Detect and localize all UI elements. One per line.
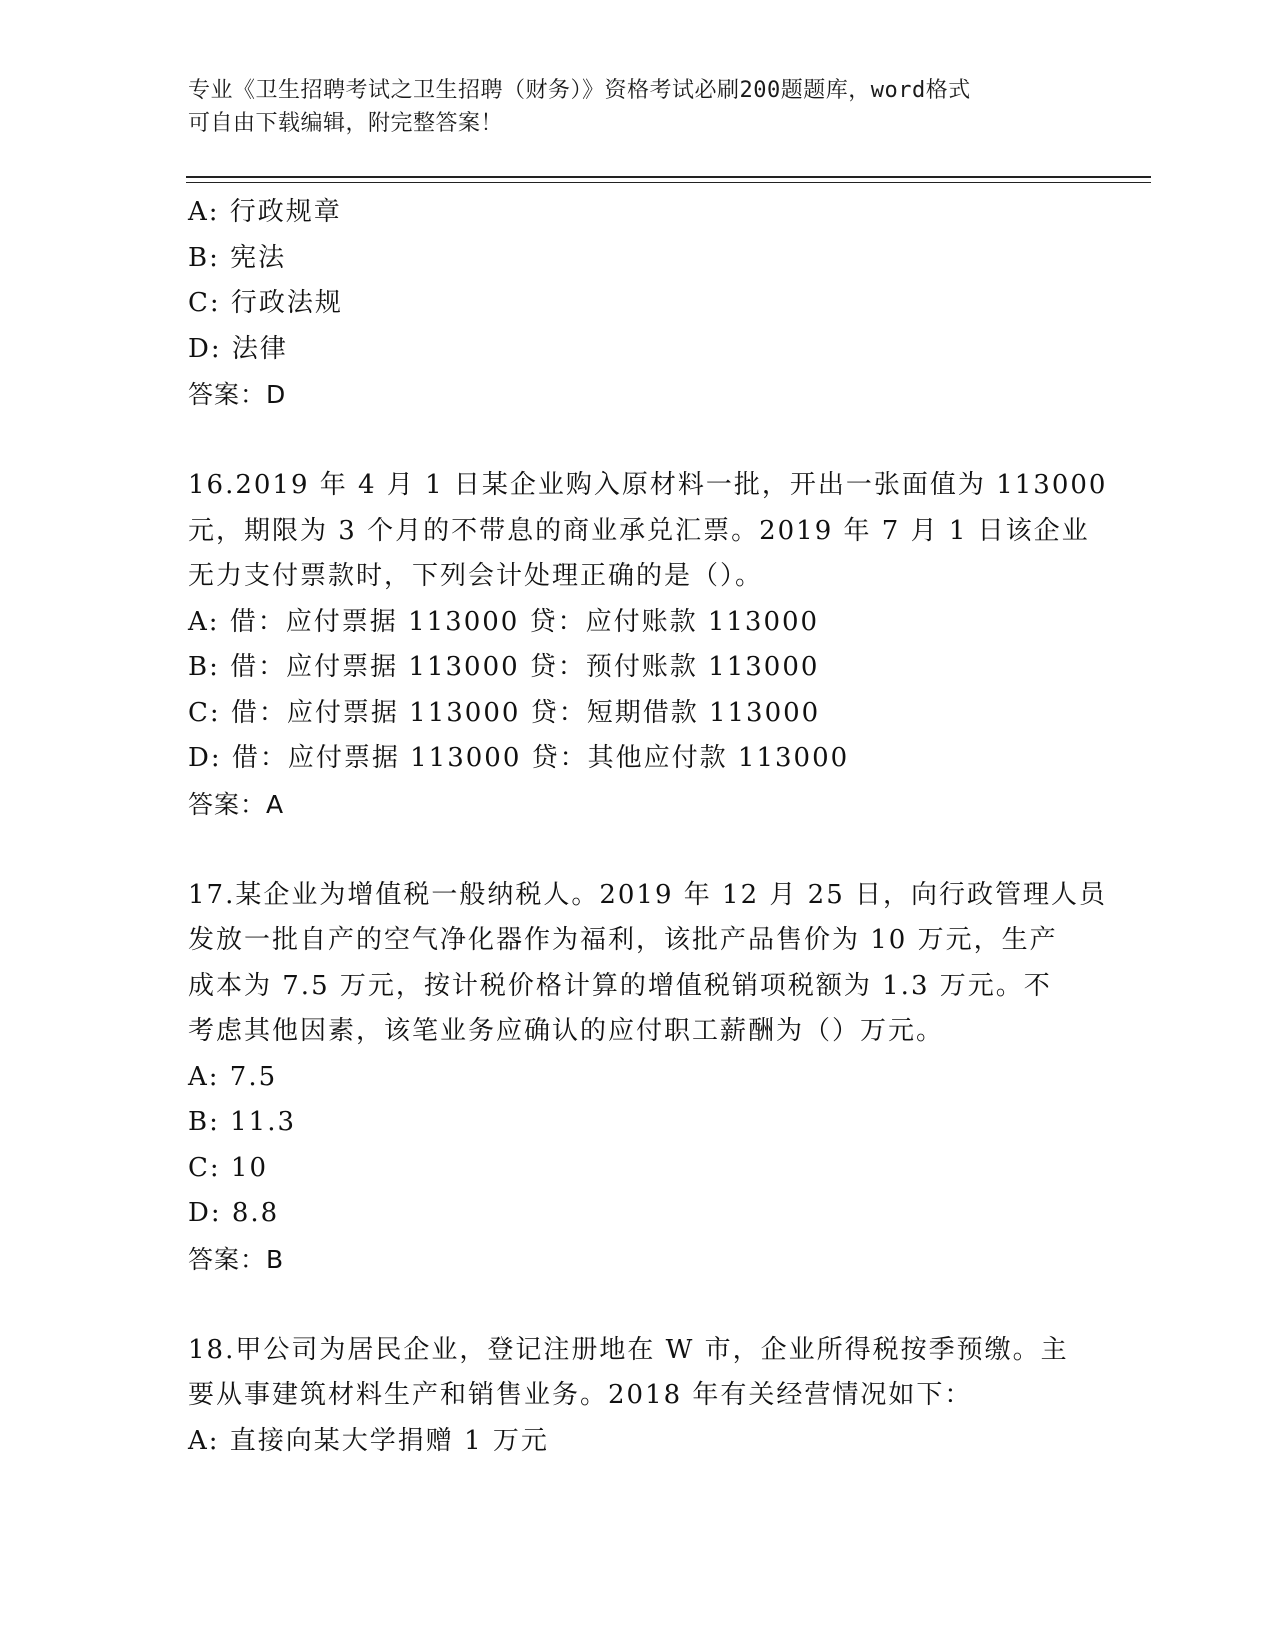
document-header <box>188 74 1088 140</box>
option-c: C: 借：应付票据 113000 贷：短期借款 113000 <box>188 697 821 728</box>
header-divider-thick <box>186 176 1151 178</box>
option-b: B: 宪法 <box>188 242 287 273</box>
option-c: C: 10 <box>188 1152 269 1183</box>
question-18 <box>188 1328 1088 1465</box>
question-15 <box>188 190 1088 418</box>
question-stem-line: 16.2019 年 4 月 1 日某企业购入原材料一批，开出一张面值为 113000 <box>188 470 1108 500</box>
question-16 <box>188 463 1108 827</box>
option-d: D: 8.8 <box>188 1198 280 1228</box>
option-a: A: 行政规章 <box>188 197 342 227</box>
question-stem-line: 17.某企业为增值税一般纳税人。2019 年 12 月 25 日，向行政管理人员 <box>188 879 1108 910</box>
option-a: A: 借：应付票据 113000 贷：应付账款 113000 <box>188 606 820 637</box>
header-divider-thin <box>186 182 1151 183</box>
spacer <box>188 827 1088 873</box>
answer: 答案：D <box>188 380 287 409</box>
question-stem-line: 发放一批自产的空气净化器作为福利，该批产品售价为 10 万元，生产 <box>188 925 1058 955</box>
answer: 答案：B <box>188 1244 285 1274</box>
header-line-2: 可自由下载编辑，附完整答案！ <box>188 111 504 136</box>
option-a: A: 7.5 <box>188 1061 278 1092</box>
spacer <box>188 1282 1088 1328</box>
question-stem-line: 成本为 7.5 万元，按计税价格计算的增值税销项税额为 1.3 万元。不 <box>188 970 1052 1001</box>
option-d: D: 法律 <box>188 333 288 364</box>
option-c: C: 行政法规 <box>188 288 343 318</box>
spacer <box>188 418 1088 464</box>
question-stem-line: 元，期限为 3 个月的不带息的商业承兑汇票。2019 年 7 月 1 日该企业 <box>188 515 1090 546</box>
answer: 答案：A <box>188 789 285 819</box>
option-b: B: 借：应付票据 113000 贷：预付账款 113000 <box>188 652 820 682</box>
option-b: B: 11.3 <box>188 1107 297 1137</box>
option-a: A: 直接向某大学捐赠 1 万元 <box>188 1425 549 1456</box>
question-list <box>188 190 1108 1464</box>
header-line-1: 专业《卫生招聘考试之卫生招聘（财务）》资格考试必刷200题题库，word格式 <box>188 78 971 103</box>
option-d: D: 借：应付票据 113000 贷：其他应付款 113000 <box>188 743 850 773</box>
question-stem-line: 18.甲公司为居民企业，登记注册地在 W 市，企业所得税按季预缴。主 <box>188 1334 1069 1365</box>
question-stem-line: 要从事建筑材料生产和销售业务。2018 年有关经营情况如下： <box>188 1380 973 1410</box>
question-17 <box>188 873 1108 1283</box>
question-stem-line: 考虑其他因素，该笔业务应确认的应付职工薪酬为（）万元。 <box>188 1016 945 1046</box>
question-stem-line: 无力支付票款时，下列会计处理正确的是（）。 <box>188 561 764 591</box>
